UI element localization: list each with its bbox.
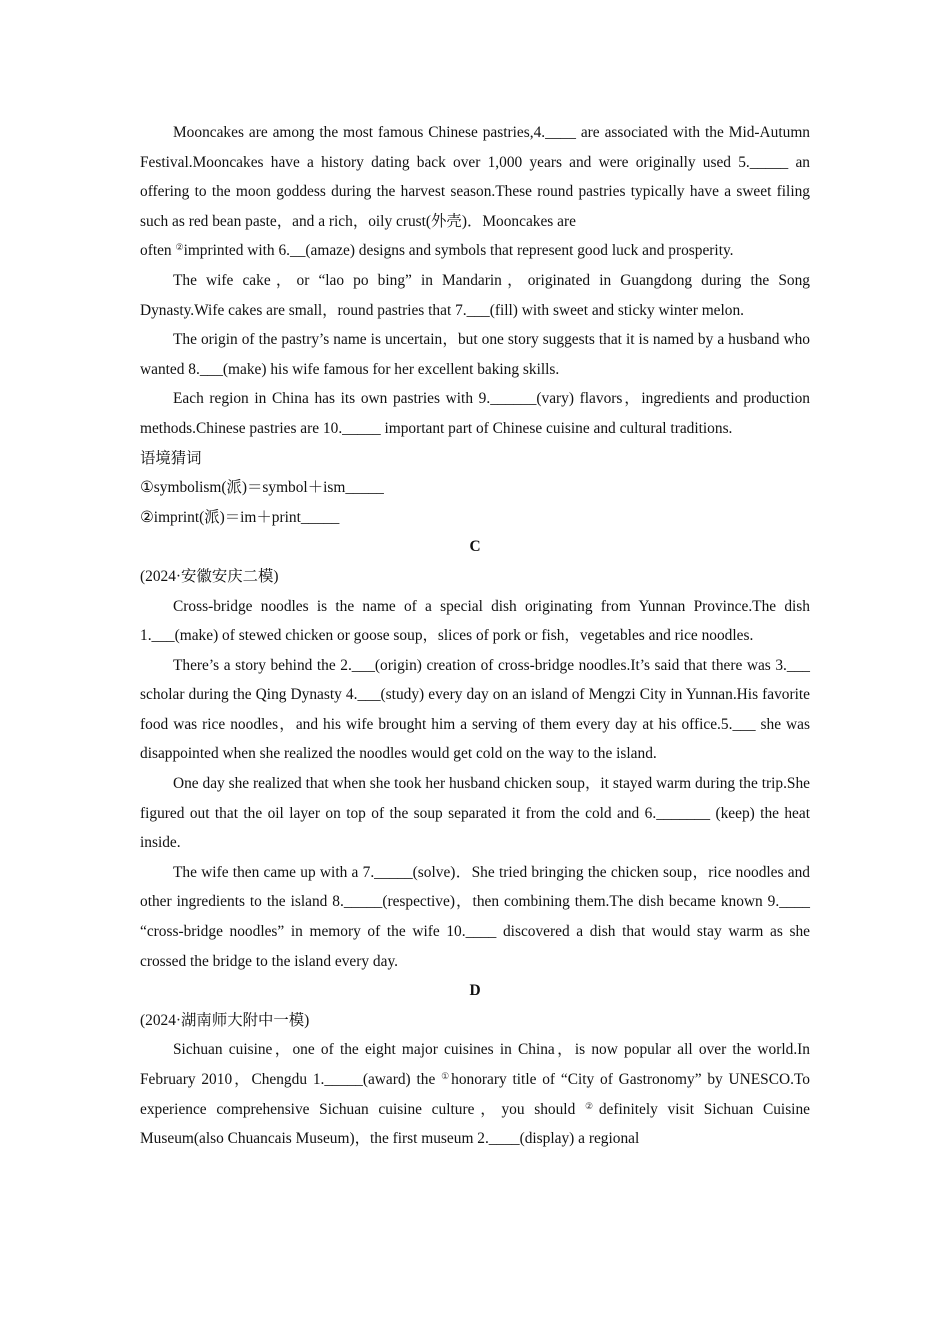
annotation-marker-2: ② bbox=[175, 242, 184, 253]
annotation-marker-1: ① bbox=[441, 1071, 452, 1081]
annotation-marker-2b: ② bbox=[584, 1100, 599, 1111]
section-c-source: (2024·安徽安庆二模) bbox=[140, 567, 279, 585]
paragraph-regions: Each region in China has its own pastries with 9.______(vary) flavors，ingredients and production methods.Chinese pastries are 10._____ important part of Chinese cuisine and cultural traditions. bbox=[140, 390, 810, 437]
text-often: often bbox=[140, 242, 176, 260]
paragraph-pastry-origin: The origin of the pastry’s name is uncertain，but one story suggests that it is named by a husband who wanted 8.___(make) his wife famous for her excellent baking skills. bbox=[140, 331, 810, 378]
section-c-paragraph-4: The wife then came up with a 7._____(solve)．She tried bringing the chicken soup，rice noodles and other ingredients to the island 8._____(respective)，then combining them.The dish became known 9.____ “cross-bridge noodles” in memory of the wife 10.____ discovered a dish that would stay warm as she crossed the bridge to the island every day. bbox=[140, 863, 810, 970]
paragraph-wife-cake: The wife cake，or “lao po bing” in Mandarin，originated in Guangdong during the Song Dynasty.Wife cakes are small，round pastries that 7.___(fill) with sweet and sticky winter melon. bbox=[140, 271, 810, 319]
paragraph-mooncakes: Mooncakes are among the most famous Chinese pastries,4.____ are associated with the Mid-Autumn Festival.Mooncakes have a history dating back over 1,000 years and were originally used 5._____ an offering to the moon goddess during the harvest season.These round pastries typically have a sweet filing such as red bean paste，and a rich，oily crust(外壳)．Mooncakes are bbox=[140, 124, 810, 230]
section-c-paragraph-3: One day she realized that when she took her husband chicken soup，it stayed warm during the trip.She figured out that the oil layer on top of the soup separated it from the cold and 6._______ (keep) the heat inside. bbox=[140, 775, 810, 852]
text-sichuan-c: definitely visit Sichuan Cuisine Museum(also Chuancais Museum)，the first museum 2.____(display) a regional bbox=[140, 1100, 810, 1148]
section-d-heading: D bbox=[469, 982, 481, 1000]
section-d-paragraph-1 bbox=[140, 1035, 810, 1153]
section-d-source: (2024·湖南师大附中一模) bbox=[140, 1011, 310, 1029]
text-imprinted: imprinted with 6.__(amaze) designs and symbols that represent good luck and prosperity. bbox=[183, 242, 734, 260]
section-c-paragraph-2: There’s a story behind the 2.___(origin) creation of cross-bridge noodles.It’s said that there was 3.___ scholar during the Qing Dynasty 4.___(study) every day on an island of Mengzi City in Yunnan.His favorite food was rice noodles，and his wife brought him a serving of them every day at his office.5.___ she was disappointed when she realized the noodles would get cold on the way to the island. bbox=[140, 656, 810, 763]
context-item-symbolism: ①symbolism(派)＝symbol＋ism_____ bbox=[140, 479, 384, 497]
section-c-paragraph-1: Cross-bridge noodles is the name of a special dish originating from Yunnan Province.The dish 1.___(make) of stewed chicken or goose soup，slices of pork or fish，vegetables and rice noodles. bbox=[140, 597, 810, 645]
paragraph-mooncakes-continued bbox=[140, 236, 810, 266]
section-c-heading: C bbox=[469, 538, 481, 556]
text-sichuan-a: Sichuan cuisine，one of the eight major cuisines in China，is now popular all over the world.In February 2010，Chengdu 1._____(award) the bbox=[140, 1041, 810, 1088]
context-item-imprint: ②imprint(派)＝im＋print_____ bbox=[140, 508, 340, 526]
context-guess-title: 语境猜词 bbox=[140, 449, 202, 467]
document-page bbox=[140, 118, 810, 1154]
text-sichuan-b: honorary title of “City of Gastronomy” by UNESCO.To experience comprehensive Sichuan cuisine culture，you should bbox=[140, 1071, 810, 1118]
